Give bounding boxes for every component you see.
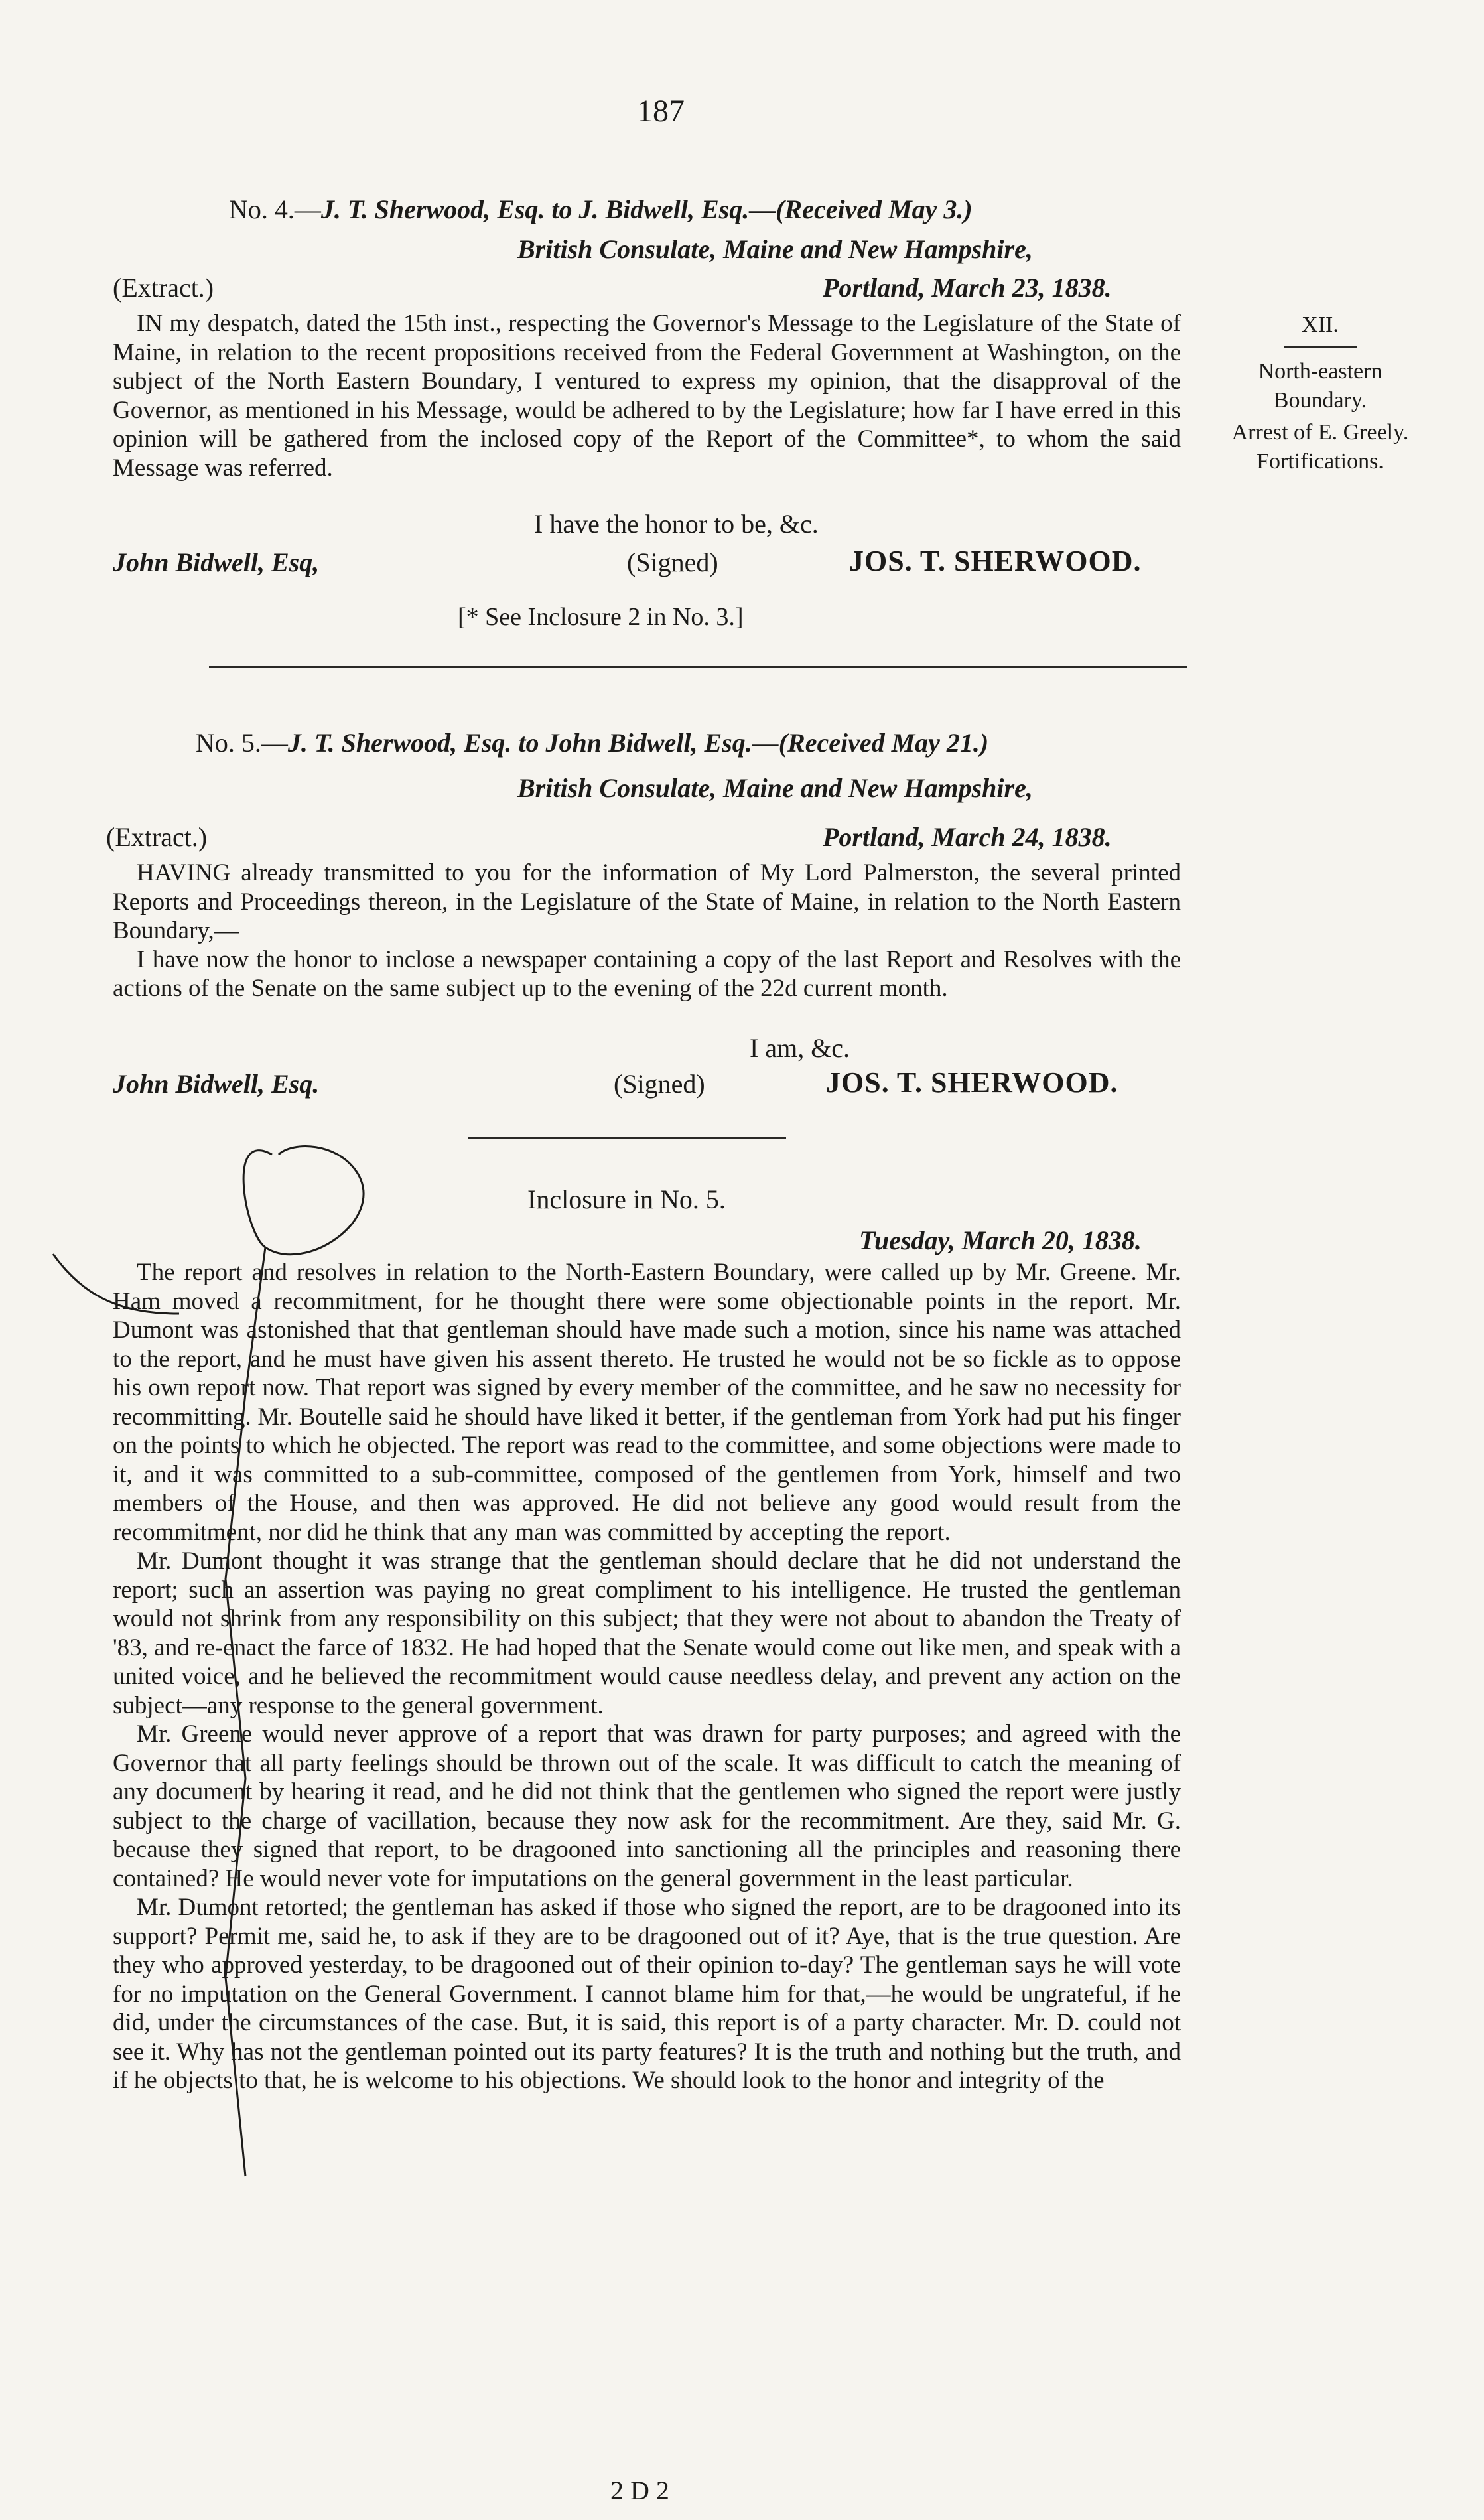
letter5-place-date: Portland, March 24, 1838. xyxy=(823,822,1112,852)
page-number: 187 xyxy=(637,94,685,129)
letter4-paragraph: IN my despatch, dated the 15th inst., respecting the Governor's Message to the Legislature of the State of Maine, in relation to the recent propositions received from the Federal Government at Washington, on the subject of the North Eastern Boundary, I ventured to express my opinion, that the disapproval of the Governor, as mentioned in his Message, would be adhered to by the Legislature; how far I have erred in this opinion will be gathered from the inclosed copy of the Report of the Committee*, to whom the said Message was referred. xyxy=(113,310,1181,482)
letter4-signature: JOS. T. SHERWOOD. xyxy=(849,545,1142,577)
letter4-consulate: British Consulate, Maine and New Hampshire, xyxy=(517,234,1033,264)
inclosure-paragraph-2: Mr. Dumont thought it was strange that the gentleman should declare that he did not understand the report; such an assertion was paying no great compliment to his intelligence. He trusted the gentleman would not shrink from any responsibility on this subject; that they were not about to abandon the Treaty of '83, and re-enact the farce of 1832. He had hoped that the Senate would come out like men, and speak with a united voice, and he believed the recommitment would cause needless delay, and prevent any action on the subject—any response to the general government. xyxy=(113,1547,1181,1719)
inclosure-title: Inclosure in No. 5. xyxy=(527,1184,726,1214)
letter4-footnote: [* See Inclosure 2 in No. 3.] xyxy=(458,603,744,631)
letter4-addressee: John Bidwell, Esq, xyxy=(113,547,320,577)
letter5-heading-received: —(Received May 21.) xyxy=(752,728,989,758)
letter4-heading xyxy=(229,194,973,225)
letter4-heading-title: J. T. Sherwood, Esq. to J. Bidwell, Esq. xyxy=(320,194,750,224)
inclosure-paragraph-3: Mr. Greene would never approve of a report that was drawn for party purposes; and agreed with the Governor that all party feelings should be thrown out of the scale. It was difficult to catch the meaning of any document by hearing it read, and he did not think that the gentlemen who signed the report were justly subject to the charge of vacillation, because they now ask for the recommitment. Are they, said Mr. G. because they signed that report, to be dragooned into sanctioning all the principles and reasoning there contained? He would never vote for imputations on the general government in the least particular. xyxy=(113,1720,1181,1892)
letter5-closing: I am, &c. xyxy=(750,1033,850,1063)
signature-mark: 2 D 2 xyxy=(610,2476,669,2505)
margin-numeral: XII. xyxy=(1302,313,1339,337)
letter4-heading-prefix: No. 4.— xyxy=(229,194,321,224)
letter4-body xyxy=(113,309,1181,482)
margin-rule xyxy=(1284,346,1357,348)
letter5-signature: JOS. T. SHERWOOD. xyxy=(826,1066,1118,1099)
letter4-closing: I have the honor to be, &c. xyxy=(534,509,819,539)
margin-topic: North-eastern Boundary. xyxy=(1258,359,1383,413)
letter5-addressee: John Bidwell, Esq. xyxy=(113,1069,320,1099)
inclosure-date: Tuesday, March 20, 1838. xyxy=(859,1225,1142,1255)
letter5-heading xyxy=(196,727,988,758)
letter5-extract: (Extract.) xyxy=(106,822,208,852)
letter5-body xyxy=(113,859,1181,1003)
inclosure-paragraph-4: Mr. Dumont retorted; the gentleman has asked if those who signed the report, are to be dragooned into its support? Permit me, said he, to ask if they are to be dragooned out of it? Aye, that is the true question. Are they who approved yesterday, to be dragooned out of their opinion to-day? The gentleman says he will vote for no imputation on the General Government. I cannot blame him for that,—he would be ungrateful, if he did, under the circumstances of the case. But, it is said, this report is of a party character. Mr. D. could not see it. Why has not the gentleman pointed out its party features? It is the truth and nothing but the truth, and if he objects to that, he is welcome to his objections. We should look to the honor and integrity of the xyxy=(113,1894,1181,2094)
letter4-extract: (Extract.) xyxy=(113,273,214,303)
letter5-signed: (Signed) xyxy=(614,1069,705,1099)
letter4-heading-received: —(Received May 3.) xyxy=(749,194,973,224)
letter4-signed: (Signed) xyxy=(627,547,718,577)
section-divider xyxy=(209,666,1187,668)
inclosure-paragraph-1: The report and resolves in relation to the North-Eastern Boundary, were called up by Mr. Greene. Mr. Ham moved a recommitment, for he thought there were some objectionable points in the report. Mr. Dumont was astonished that that gentleman should have made such a motion, since his name was attached to the report, and he must have given his assent thereto. He trusted he would not be so fickle as to oppose his own report now. That report was signed by every member of the committee, and he saw no necessity for recommitting. Mr. Boutelle said he should have liked it better, if the gentleman from York had put his finger on the points to which he objected. The report was read to the committee, and some objections were made to it, and it was committed to a sub-committee, composed of the gentlemen from York, himself and two members of the House, and then was approved. He did not believe any good would result from the recommitment, nor did he think that any man was committed by accepting the report. xyxy=(113,1259,1181,1546)
letter5-heading-title: J. T. Sherwood, Esq. to John Bidwell, Esq. xyxy=(287,728,752,758)
letter4-place-date: Portland, March 23, 1838. xyxy=(823,273,1112,303)
letter5-paragraph-1: HAVING already transmitted to you for the information of My Lord Palmerston, the several printed Reports and Proceedings thereon, in the Legislature of the State of Maine, in relation to the North Eastern Boundary,— xyxy=(113,859,1181,944)
pen-annotation xyxy=(27,1115,398,2243)
letter5-paragraph-2: I have now the honor to inclose a newspaper containing a copy of the last Report and Resolves with the actions of the Senate on the same subject up to the evening of the 22d current month. xyxy=(113,945,1181,1002)
letter5-heading-prefix: No. 5.— xyxy=(196,728,288,758)
inclosure-divider xyxy=(468,1137,786,1139)
letter5-consulate: British Consulate, Maine and New Hampshire, xyxy=(517,773,1033,803)
margin-subtopic: Arrest of E. Greely. Fortifications. xyxy=(1231,420,1409,474)
